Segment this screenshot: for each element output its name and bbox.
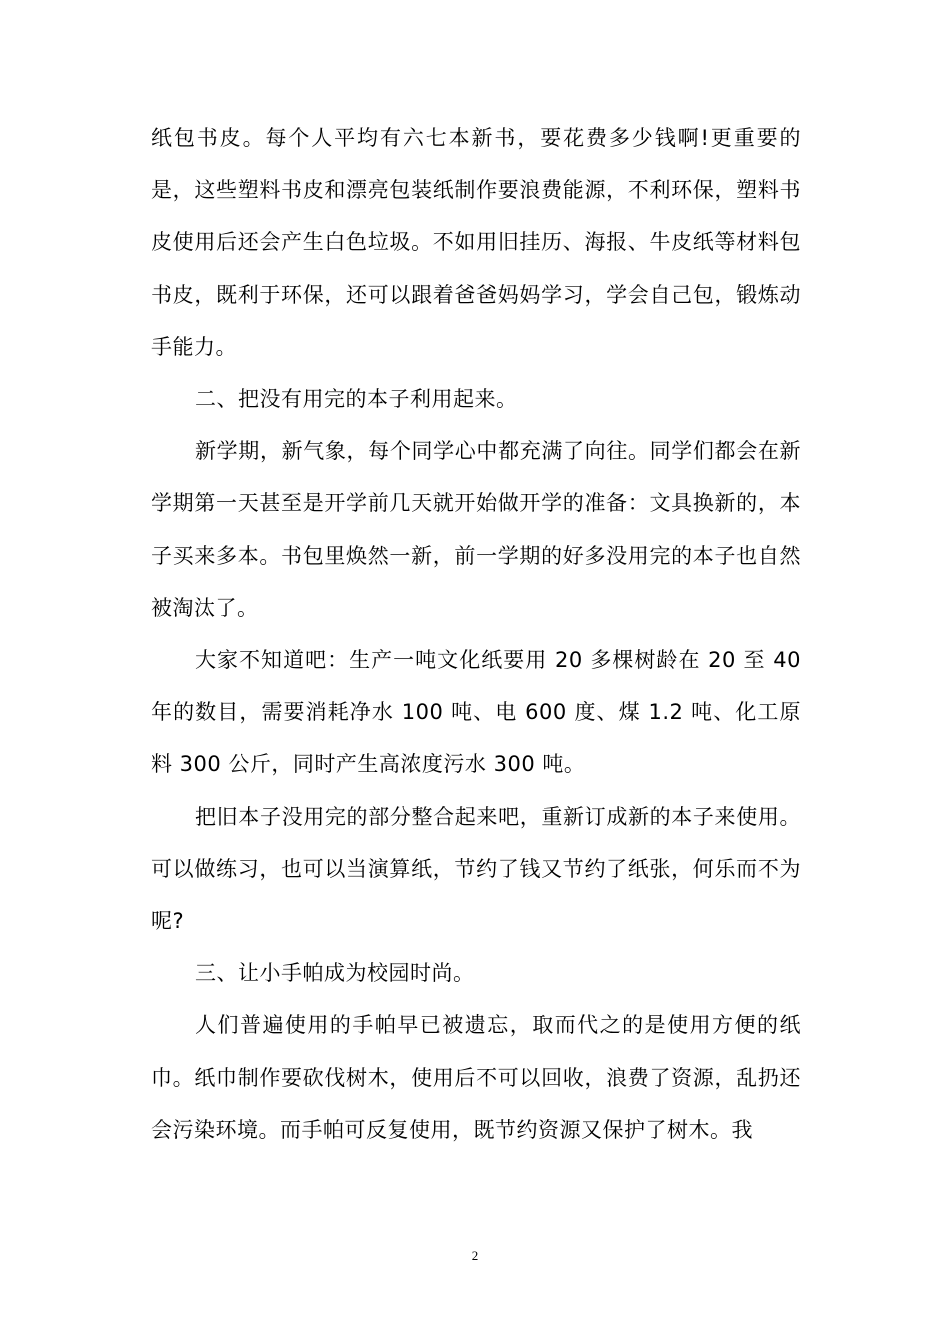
document-body	[151, 112, 801, 1156]
page-number: 2	[471, 1248, 479, 1263]
paragraph: 新学期，新气象，每个同学心中都充满了向往。同学们都会在新学期第一天甚至是开学前几天就开始做开学的准备：文具换新的，本子买来多本。书包里焕然一新，前一学期的好多没用完的本子也自然被淘汰了。	[151, 439, 801, 620]
paragraph-continued: 纸包书皮。每个人平均有六七本新书，要花费多少钱啊!更重要的是，这些塑料书皮和漂亮包装纸制作要浪费能源，不利环保，塑料书皮使用后还会产生白色垃圾。不如用旧挂历、海报、牛皮纸等材料包书皮，既利于环保，还可以跟着爸爸妈妈学习，学会自己包，锻炼动手能力。	[151, 126, 801, 359]
paragraph: 大家不知道吧：生产一吨文化纸要用 20 多棵树龄在 20 至 40 年的数目，需要消耗净水 100 吨、电 600 度、煤 1.2 吨、化工原料 300 公斤，同时产生高浓度污水 300 吨。	[151, 648, 801, 777]
paragraph: 把旧本子没用完的部分整合起来吧，重新订成新的本子来使用。可以做练习，也可以当演算纸，节约了钱又节约了纸张，何乐而不为呢?	[151, 804, 801, 934]
section-heading-2: 二、把没有用完的本子利用起来。	[195, 387, 518, 412]
paragraph: 人们普遍使用的手帕早已被遗忘，取而代之的是使用方便的纸巾。纸巾制作要砍伐树木，使用后不可以回收，浪费了资源，乱扔还会污染环境。而手帕可反复使用，既节约资源又保护了树木。我	[151, 1013, 801, 1142]
section-heading-3: 三、让小手帕成为校园时尚。	[195, 961, 475, 986]
